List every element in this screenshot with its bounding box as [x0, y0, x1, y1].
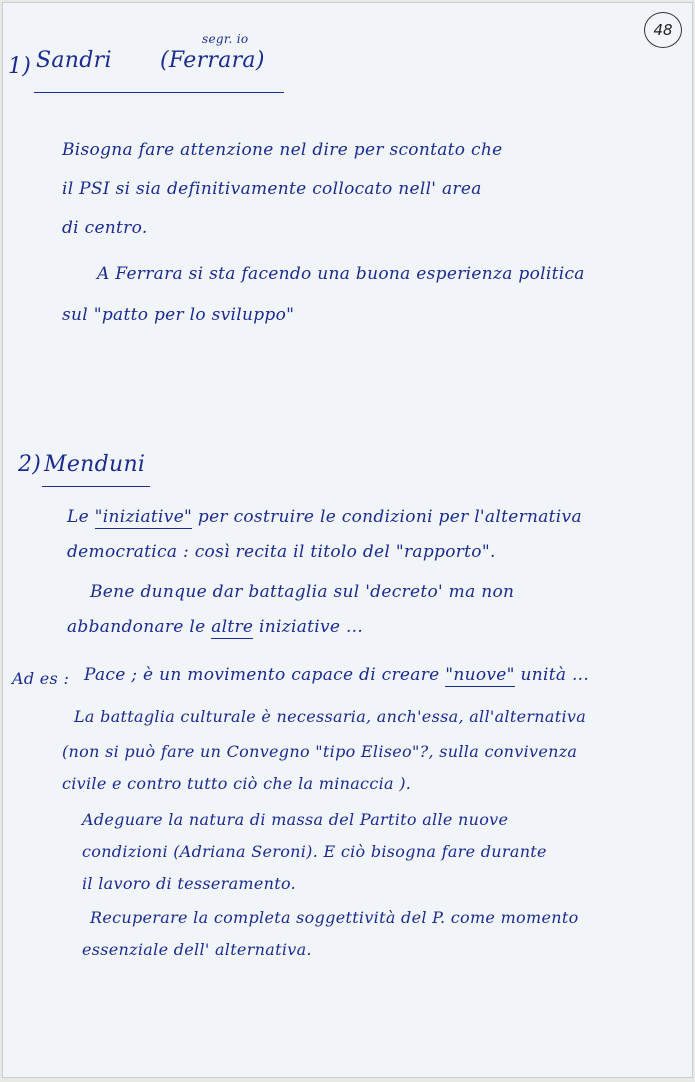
example-line-3-text: (non si può fare un Convegno "tipo Eliseo"?, sulla convivenza: [62, 742, 578, 761]
example-line-4-text: civile e contro tutto ciò che la minaccia ).: [62, 774, 412, 793]
section1-line-5: sul "patto per lo sviluppo": [62, 305, 295, 325]
example-line-7: [82, 874, 296, 893]
section1-line-1: Bisogna fare attenzione nel dire per scontato che: [62, 140, 503, 160]
section2-line-4-post: iniziative ...: [253, 617, 364, 637]
example-line-3: [62, 742, 577, 761]
underlined-word-nuove: "nuove": [445, 665, 515, 685]
page-number: 48: [653, 21, 673, 39]
section1-number: 1): [8, 54, 32, 79]
section1-line-2: il PSI si sia definitivamente collocato nell' area: [62, 179, 482, 199]
section1-line-3: di centro.: [62, 218, 148, 238]
example-line-7-text: il lavoro di tesseramento.: [82, 874, 297, 893]
section2-line-2-text: democratica : così recita il titolo del "rapporto".: [67, 542, 496, 562]
section2-line-1-pre: Le: [67, 507, 95, 527]
example-line-5: [82, 810, 508, 829]
section2-line-2: [67, 542, 496, 562]
example-line-2-text: La battaglia culturale è necessaria, anch'essa, all'alternativa: [74, 707, 587, 726]
example-line-5-text: Adeguare la natura di massa del Partito alle nuove: [82, 810, 509, 829]
example-line-4: [62, 774, 411, 793]
example-line-1-pre: Pace ; è un movimento capace di creare: [84, 665, 446, 685]
manuscript-page: [2, 2, 693, 1078]
example-line-8-text: Recuperare la completa soggettività del P. come momento: [90, 908, 579, 927]
example-line-1: [84, 665, 589, 685]
example-line-8: [90, 908, 579, 927]
section2-header-underline: [42, 486, 150, 487]
underlined-word-altre: altre: [211, 617, 254, 637]
section1-speaker-name: Sandri: [36, 48, 112, 73]
section2-line-1: [67, 507, 582, 527]
example-line-1-post: unità ...: [514, 665, 590, 685]
section1-annotation: segr. io: [202, 32, 249, 46]
section1-line-4: A Ferrara si sta facendo una buona esperienza politica: [97, 264, 585, 284]
section1-header-underline: [34, 92, 284, 93]
example-line-9-text: essenziale dell' alternativa.: [82, 940, 312, 959]
page-number-circle: [644, 12, 682, 48]
example-line-6-text: condizioni (Adriana Seroni). E ciò bisogna fare durante: [82, 842, 547, 861]
underlined-word-iniziative: "iniziative": [94, 507, 193, 527]
section2-number: 2): [18, 452, 42, 477]
margin-label-ad-es: Ad es :: [12, 669, 70, 688]
section2-line-3: [90, 582, 514, 602]
example-line-9: [82, 940, 312, 959]
example-line-2: [74, 707, 586, 726]
section1-city: (Ferrara): [160, 48, 265, 73]
example-line-6: [82, 842, 547, 861]
section2-line-3-text: Bene dunque dar battaglia sul 'decreto' ma non: [90, 582, 515, 602]
section2-line-4: [67, 617, 363, 637]
section2-line-4-pre: abbandonare le: [67, 617, 212, 637]
section2-line-1-post: per costruire le condizioni per l'alternativa: [192, 507, 582, 527]
section2-speaker-name: Menduni: [44, 452, 146, 477]
